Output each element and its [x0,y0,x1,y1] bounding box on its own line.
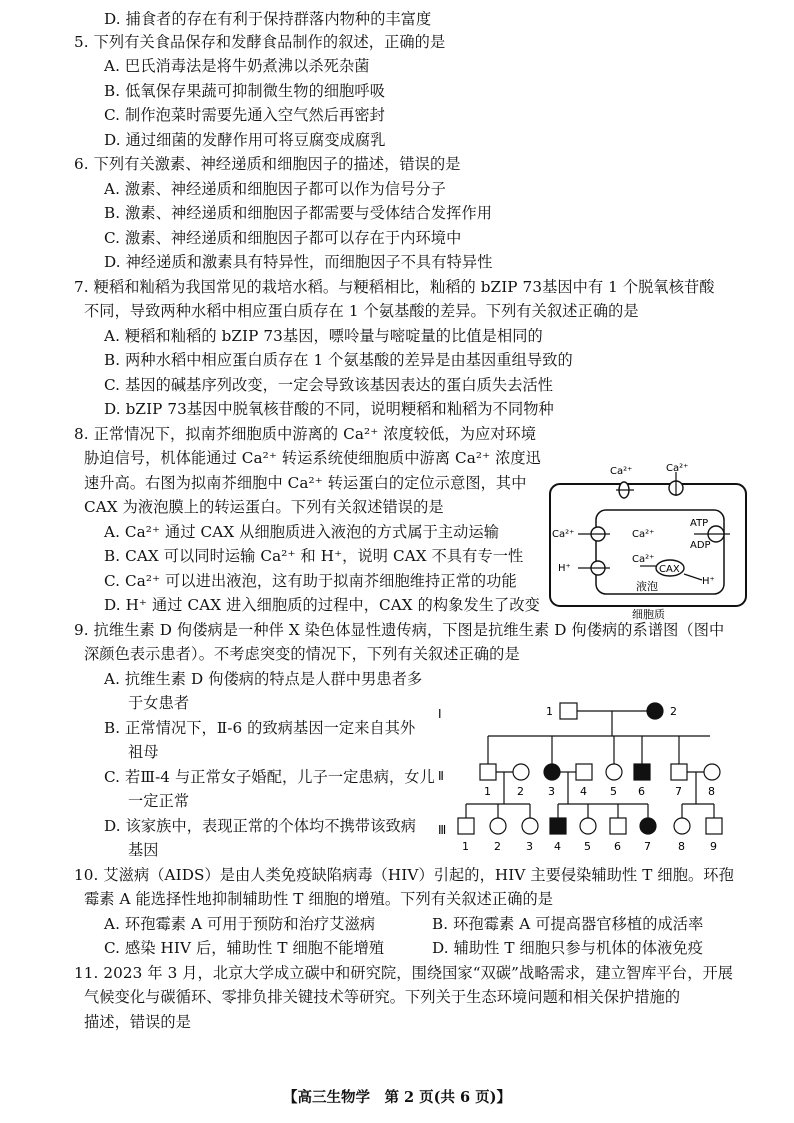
label-cax: CAX [659,564,680,575]
text-line-q11l2: 气候变化与碳循环、零排负排关键技术等研究。下列关于生态环境问题和相关保护措施的 [84,988,681,1006]
label-III-4: 4 [554,840,561,853]
label-II-3: 3 [548,785,555,798]
label-II-4: 4 [580,785,587,798]
pedigree-III-7 [640,818,656,834]
text-line-q8l3: 速升高。右图为拟南芥细胞中 Ca²⁺ 转运蛋白的定位示意图，其中 [84,474,527,492]
label-ca-low: Ca²⁺ [632,554,655,565]
pedigree-III-8 [674,818,690,834]
text-line-q7: 7. 粳稻和籼稻为我国常见的栽培水稻。与粳稻相比，籼稻的 bZIP 73基因中有 1 个脱氧核苷酸 [74,278,715,296]
text-line-q6b: B. 激素、神经递质和细胞因子都需要与受体结合发挥作用 [104,204,493,222]
label-II-8: 8 [708,785,715,798]
pedigree-III-9 [706,818,722,834]
text-line-q6a: A. 激素、神经递质和细胞因子都可以作为信号分子 [104,180,446,198]
gen-label-3: Ⅲ [438,823,447,837]
pedigree-II-6 [634,764,650,780]
q10-option-b: B. 环孢霉素 A 可提高器官移植的成活率 [432,915,704,933]
calcium-transport-diagram [544,462,754,622]
text-line-q11: 11. 2023 年 3 月，北京大学成立碳中和研究院，围绕国家“双碳”战略需求，建立智库平台，开展 [74,964,734,982]
label-II-1: 1 [484,785,491,798]
pedigree-chart [428,696,728,856]
label-vacuole: 液泡 [636,580,658,593]
text-line-q5b: B. 低氧保存果蔬可抑制微生物的细胞呼吸 [104,82,386,100]
text-line-q9d2: 基因 [128,841,159,859]
text-line-q7c: C. 基因的碱基序列改变，一定会导致该基因表达的蛋白质失去活性 [104,376,554,394]
label-I-1: 1 [546,705,553,718]
text-line-q11l3: 描述，错误的是 [84,1013,192,1031]
pedigree-III-2 [490,818,506,834]
text-line-q7l2: 不同，导致两种水稻中相应蛋白质存在 1 个氨基酸的差异。下列有关叙述正确的是 [84,302,639,320]
text-line-q8b: B. CAX 可以同时运输 Ca²⁺ 和 H⁺，说明 CAX 不具有专一性 [104,547,524,565]
label-ca-mid: Ca²⁺ [632,529,655,540]
text-line-q5c: C. 制作泡菜时需要先通入空气然后再密封 [104,106,385,124]
label-ca-top-right: Ca²⁺ [666,463,689,474]
label-III-5: 5 [584,840,591,853]
label-ca-top-left: Ca²⁺ [610,466,633,477]
label-III-6: 6 [614,840,621,853]
text-line-q4d: D. 捕食者的存在有利于保持群落内物种的丰富度 [104,10,432,28]
text-line-q5a: A. 巴氏消毒法是将牛奶煮沸以杀死杂菌 [104,57,370,75]
text-line-q8c: C. Ca²⁺ 可以进出液泡，这有助于拟南芥细胞维持正常的功能 [104,572,517,590]
text-line-q9d: D. 该家族中，表现正常的个体均不携带该致病 [104,817,417,835]
label-atp: ATP [690,518,709,529]
text-line-q6d: D. 神经递质和激素具有特异性，而细胞因子不具有特异性 [104,253,493,271]
label-III-2: 2 [494,840,501,853]
label-II-2: 2 [517,785,524,798]
pedigree-I-2 [647,703,663,719]
text-line-q9c2: 一定正常 [128,792,190,810]
text-line-q9: 9. 抗维生素 D 佝偻病是一种伴 X 染色体显性遗传病，下图是抗维生素 D 佝偻病的系谱图（图中 [74,621,725,639]
text-line-q10l2: 霉素 A 能选择性地抑制辅助性 T 细胞的增殖。下列有关叙述正确的是 [84,890,554,908]
text-line-q5d: D. 通过细菌的发酵作用可将豆腐变成腐乳 [104,131,386,149]
label-III-3: 3 [526,840,533,853]
label-III-8: 8 [678,840,685,853]
pedigree-II-8 [704,764,720,780]
text-line-q10a: A. 环孢霉素 A 可用于预防和治疗艾滋病 [104,915,376,933]
text-line-q9b2: 祖母 [128,743,159,761]
pedigree-III-5 [580,818,596,834]
label-h-left: H⁺ [558,563,571,574]
gen-label-1: Ⅰ [438,707,442,721]
label-II-7: 7 [675,785,682,798]
gen-label-2: Ⅱ [438,769,444,783]
pedigree-III-1 [458,818,474,834]
text-line-q7a: A. 粳稻和籼稻的 bZIP 73基因，嘌呤量与嘧啶量的比值是相同的 [104,327,543,345]
pedigree-II-3 [544,764,560,780]
label-adp: ADP [690,540,711,551]
text-line-q9c: C. 若Ⅲ-4 与正常女子婚配，儿子一定患病，女儿 [104,768,435,786]
text-line-q6: 6. 下列有关激素、神经递质和细胞因子的描述，错误的是 [74,155,461,173]
text-line-q10c: C. 感染 HIV 后，辅助性 T 细胞不能增殖 [104,939,385,957]
pedigree-I-1 [560,703,577,719]
text-line-q6c: C. 激素、神经递质和细胞因子都可以存在于内环境中 [104,229,462,247]
page-footer: 【高三生物学 第 2 页(共 6 页)】 [282,1089,512,1106]
text-line-q9a: A. 抗维生素 D 佝偻病的特点是人群中男患者多 [104,670,423,688]
label-III-1: 1 [462,840,469,853]
label-I-2: 2 [670,705,677,718]
text-line-q9a2: 于女患者 [128,694,190,712]
label-cytoplasm: 细胞质 [632,608,665,621]
pedigree-II-2 [513,764,529,780]
pedigree-II-7 [671,764,687,780]
text-line-q7d: D. bZIP 73基因中脱氧核苷酸的不同，说明粳稻和籼稻为不同物种 [104,400,554,418]
text-line-q8l4: CAX 为液泡膜上的转运蛋白。下列有关叙述错误的是 [84,498,444,516]
pedigree-II-5 [606,764,622,780]
text-line-q10: 10. 艾滋病（AIDS）是由人类免疫缺陷病毒（HIV）引起的，HIV 主要侵染辅助性 T 细胞。环孢 [74,866,734,884]
label-h-right: H⁺ [702,576,715,587]
label-III-9: 9 [710,840,717,853]
text-line-q8l2: 胁迫信号，机体能通过 Ca²⁺ 转运系统使细胞质中游离 Ca²⁺ 浓度迅 [84,449,541,467]
label-II-6: 6 [638,785,645,798]
label-II-5: 5 [610,785,617,798]
label-III-7: 7 [644,840,651,853]
text-line-q8: 8. 正常情况下，拟南芥细胞质中游离的 Ca²⁺ 浓度较低，为应对环境 [74,425,537,443]
text-line-q9l2: 深颜色表示患者）。不考虑突变的情况下，下列有关叙述正确的是 [84,645,520,663]
text-line-q9b: B. 正常情况下，Ⅱ-6 的致病基因一定来自其外 [104,719,416,737]
text-line-q8d: D. H⁺ 通过 CAX 进入细胞质的过程中，CAX 的构象发生了改变 [104,596,540,614]
pedigree-II-1 [480,764,496,780]
text-line-q7b: B. 两种水稻中相应蛋白质存在 1 个氨基酸的差异是由基因重组导致的 [104,351,573,369]
pedigree-III-4 [550,818,566,834]
label-ca-left: Ca²⁺ [552,529,575,540]
q10-option-d: D. 辅助性 T 细胞只参与机体的体液免疫 [432,939,703,957]
pedigree-III-3 [522,818,538,834]
pedigree-II-4 [576,764,592,780]
text-line-q5: 5. 下列有关食品保存和发酵食品制作的叙述，正确的是 [74,33,446,51]
text-line-q8a: A. Ca²⁺ 通过 CAX 从细胞质进入液泡的方式属于主动运输 [104,523,500,541]
pedigree-III-6 [610,818,626,834]
